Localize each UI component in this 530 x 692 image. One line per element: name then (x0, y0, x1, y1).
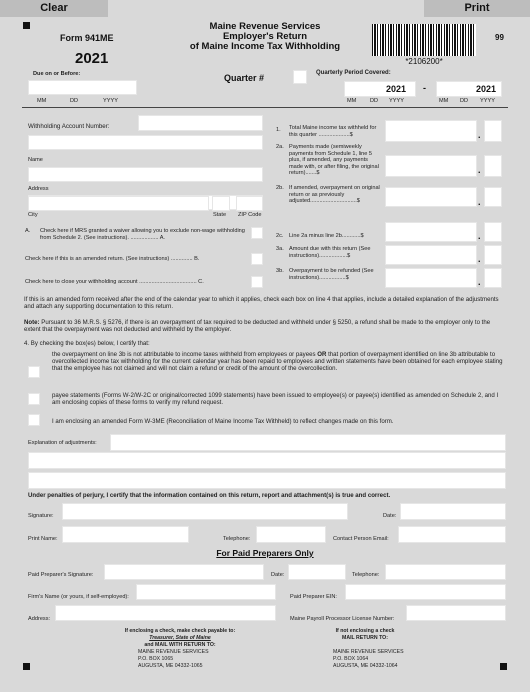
mail-left-line1: If enclosing a check, make check payable to: (124, 628, 236, 634)
line-2c-num: 2c. (276, 233, 284, 239)
state-field[interactable] (212, 196, 230, 211)
line-3a-cents[interactable] (484, 245, 502, 265)
account-number-field[interactable] (138, 115, 263, 131)
contact-email-field[interactable] (398, 526, 506, 543)
due-date-mm-label: MM (37, 98, 47, 104)
note-text: Pursuant to 36 M.R.S. § 5276, if there is an overpayment of tax required to be deducted and withheld under § 5250, a refund shall be made to the employer only to the extent that the overpayment was not deducted and withheld by the employer. (24, 319, 491, 334)
mail-right-addr2: P.O. BOX 1064 (333, 656, 369, 662)
line-4-option-1-text (52, 351, 508, 373)
preparer-signature-field[interactable] (104, 564, 264, 580)
due-date-field[interactable] (28, 80, 137, 95)
check-b-label: Check here if this is an amended return. (See instructions) .............. B. (25, 256, 200, 262)
check-c-label: Check here to close your withholding account ..................................... C. (25, 279, 204, 285)
line-3b-num: 3b. (276, 268, 284, 274)
mail-left-addr1: MAINE REVENUE SERVICES (138, 649, 209, 655)
print-button[interactable]: Print (424, 0, 530, 17)
mail-left-line3: and MAIL WITH RETURN TO: (144, 642, 216, 648)
explanation-line-3[interactable] (28, 472, 506, 489)
account-number-label: Withholding Account Number: (28, 123, 110, 130)
preparer-address-field[interactable] (55, 605, 276, 621)
firm-name-label: Firm's Name (or yours, if self-employed): (28, 594, 129, 600)
line-4-option-2-text: payee statements (Forms W-2/W-2C or original/corrected 1099 statements) have been issued to employee(s) or payee(s) identified as amended on Schedule 2, and I am enclosing copies of these forms to verify my refund request. (52, 392, 499, 407)
check-b-box[interactable] (251, 253, 263, 265)
state-label: State (213, 212, 227, 218)
line-2b-cents[interactable] (484, 187, 502, 207)
opt1-text-b: that portion of overpayment identified on line 3b attributable to overcollected income tax withholding for the current calendar year has been repaid to employees and written statements have been obtained for each employee stating that the employee has not claimed and will not claim a refund or credit of the amount of the overcollection. (52, 351, 503, 373)
preparer-telephone-field[interactable] (385, 564, 506, 580)
city-label: City (28, 212, 38, 218)
registration-mark (500, 663, 507, 670)
explanation-label: Explanation of adjustments: (28, 440, 97, 446)
signature-date-label: Date: (383, 513, 397, 519)
registration-mark (23, 22, 30, 29)
explanation-line-2[interactable] (28, 452, 506, 469)
header-divider (22, 107, 508, 108)
line-3a-dollars[interactable] (385, 245, 477, 265)
signature-date-field[interactable] (400, 503, 506, 520)
period-start-dd-label: DD (370, 98, 379, 104)
telephone-field[interactable] (256, 526, 326, 543)
contact-email-label: Contact Person Email: (333, 536, 389, 542)
period-start-year: 2021 (386, 84, 407, 94)
zip-label: ZIP Code (238, 212, 262, 218)
due-date-yyyy-label: YYYY (103, 98, 118, 104)
period-dash: - (423, 83, 426, 93)
mail-right-line1: If not enclosing a check (335, 628, 395, 634)
mail-right-addr3: AUGUSTA, ME 04332-1064 (333, 663, 398, 669)
quarter-label: Quarter # (224, 73, 265, 83)
registration-mark (23, 663, 30, 670)
line-2a-num: 2a. (276, 144, 284, 150)
mail-right-line2: MAIL RETURN TO: (342, 635, 388, 641)
opt1-text-a: the overpayment on line 3b is not attributable to income taxes withheld from employees or payees (52, 351, 318, 358)
name-line2-field[interactable] (28, 167, 263, 182)
mail-left-addr2: P.O. BOX 1065 (138, 656, 174, 662)
firm-name-field[interactable] (136, 584, 276, 600)
city-field[interactable] (28, 196, 209, 211)
amended-intro: If this is an amended form received after the end of the calendar year to which it applies, check each box on line 4 that applies, include a detailed explanation of the adjustments and attach any supporting documentation to this return. (24, 296, 499, 311)
preparer-address-label: Address: (28, 616, 51, 622)
preparer-date-label: Date: (271, 572, 285, 578)
line-2c-cents[interactable] (484, 222, 502, 242)
line-2a-label: Payments made (semiweekly payments from Schedule 1, line 5 plus, if amended, any payments made with, or after filing, the original return).......$ (289, 144, 379, 177)
telephone-label: Telephone: (223, 536, 251, 542)
signature-label: Signature: (28, 513, 54, 519)
line-1-num: 1. (276, 127, 281, 133)
line-2b-dollars[interactable] (385, 187, 477, 207)
amended-note (24, 319, 506, 333)
form-year: 2021 (75, 50, 109, 67)
form-title-line2: of Maine Income Tax Withholding (189, 41, 341, 52)
address-label: Address (28, 186, 49, 192)
line-2a-dollars[interactable] (385, 155, 477, 177)
line-3a-label: Amount due with this return (See instructions)..................$ (289, 246, 371, 259)
agency-name: Maine Revenue Services (209, 21, 321, 32)
name-label: Name (28, 157, 43, 163)
due-date-label: Due on or Before: (33, 71, 81, 77)
check-a-box[interactable] (251, 227, 263, 239)
certify-heading: 4. By checking the box(es) below, I certify that: (24, 340, 150, 347)
line-4-option-1-box[interactable] (28, 366, 40, 378)
barcode-text: *2106200* (405, 57, 443, 66)
preparer-ein-label: Paid Preparer EIN: (290, 594, 337, 600)
period-end-mm-label: MM (439, 98, 449, 104)
period-start-mm-label: MM (347, 98, 357, 104)
print-name-field[interactable] (62, 526, 189, 543)
line-3b-sep: . (478, 277, 481, 287)
barcode (372, 24, 476, 56)
mail-right-addr1: MAINE REVENUE SERVICES (333, 649, 404, 655)
explanation-line-1[interactable] (110, 434, 506, 451)
line-2a-cents[interactable] (484, 155, 502, 177)
line-4-option-3-text: I am enclosing an amended Form W-3ME (Reconciliation of Maine Income Tax Withheld) to reflect changes made on this form. (52, 418, 394, 425)
form-code: 99 (495, 33, 504, 42)
mail-left-payee: Treasurer, State of Maine (149, 635, 211, 641)
opt1-or: OR (317, 351, 327, 358)
form-title-line1: Employer's Return (222, 31, 308, 42)
period-end-yyyy-label: YYYY (480, 98, 495, 104)
preparer-date-field[interactable] (288, 564, 346, 580)
check-a-letter: A. (25, 228, 31, 234)
period-start-yyyy-label: YYYY (389, 98, 404, 104)
license-number-field[interactable] (406, 605, 506, 621)
line-2c-dollars[interactable] (385, 222, 477, 242)
perjury-statement: Under penalties of perjury, I certify that the information contained on this return, report and attachment(s) is true and correct. (28, 492, 391, 499)
line-2b-label: If amended, overpayment on original return or as previously adjusted..............................$ (289, 185, 380, 205)
name-line1-field[interactable] (28, 135, 263, 150)
line-2c-sep: . (478, 231, 481, 241)
period-end-year: 2021 (476, 84, 497, 94)
period-covered-label: Quarterly Period Covered: (316, 70, 391, 76)
line-1-sep: . (478, 130, 481, 140)
preparer-heading: For Paid Preparers Only (216, 548, 314, 558)
line-2b-num: 2b. (276, 185, 284, 191)
zip-field[interactable] (236, 196, 263, 211)
line-2b-sep: . (478, 197, 481, 207)
line-3a-num: 3a. (276, 246, 284, 252)
preparer-telephone-label: Telephone: (352, 572, 380, 578)
period-end-dd-label: DD (460, 98, 469, 104)
preparer-signature-label: Paid Preparer's Signature: (28, 572, 94, 578)
line-1-cents[interactable] (484, 120, 502, 142)
line-1-dollars[interactable] (385, 120, 477, 142)
line-3a-sep: . (478, 254, 481, 264)
form-number: Form 941ME (60, 33, 114, 43)
print-name-label: Print Name: (28, 536, 58, 542)
check-a-label: Check here if MRS granted a waiver allowing you to exclude non-wage withholding from Schedule 2. (See instructions). .................. A. (40, 228, 245, 241)
line-4-option-2-box[interactable] (28, 393, 40, 405)
due-date-dd-label: DD (70, 98, 79, 104)
line-3b-label: Overpayment to be refunded (See instructions).................$ (289, 268, 374, 281)
line-1-label: Total Maine income tax withheld for this quarter ....................$ (289, 125, 377, 138)
line-3b-cents[interactable] (484, 268, 502, 288)
clear-button[interactable]: Clear (0, 0, 108, 17)
quarter-field[interactable] (293, 70, 307, 84)
line-2a-sep: . (478, 165, 481, 175)
note-label: Note: (24, 319, 40, 326)
line-4-option-3-box[interactable] (28, 414, 40, 426)
preparer-ein-field[interactable] (345, 584, 506, 600)
license-number-label: Maine Payroll Processor License Number: (290, 616, 395, 622)
signature-field[interactable] (62, 503, 348, 520)
line-3b-dollars[interactable] (385, 268, 477, 288)
check-c-box[interactable] (251, 276, 263, 288)
mail-left-addr3: AUGUSTA, ME 04332-1065 (138, 663, 203, 669)
line-2c-label: Line 2a minus line 2b............$ (289, 233, 364, 239)
